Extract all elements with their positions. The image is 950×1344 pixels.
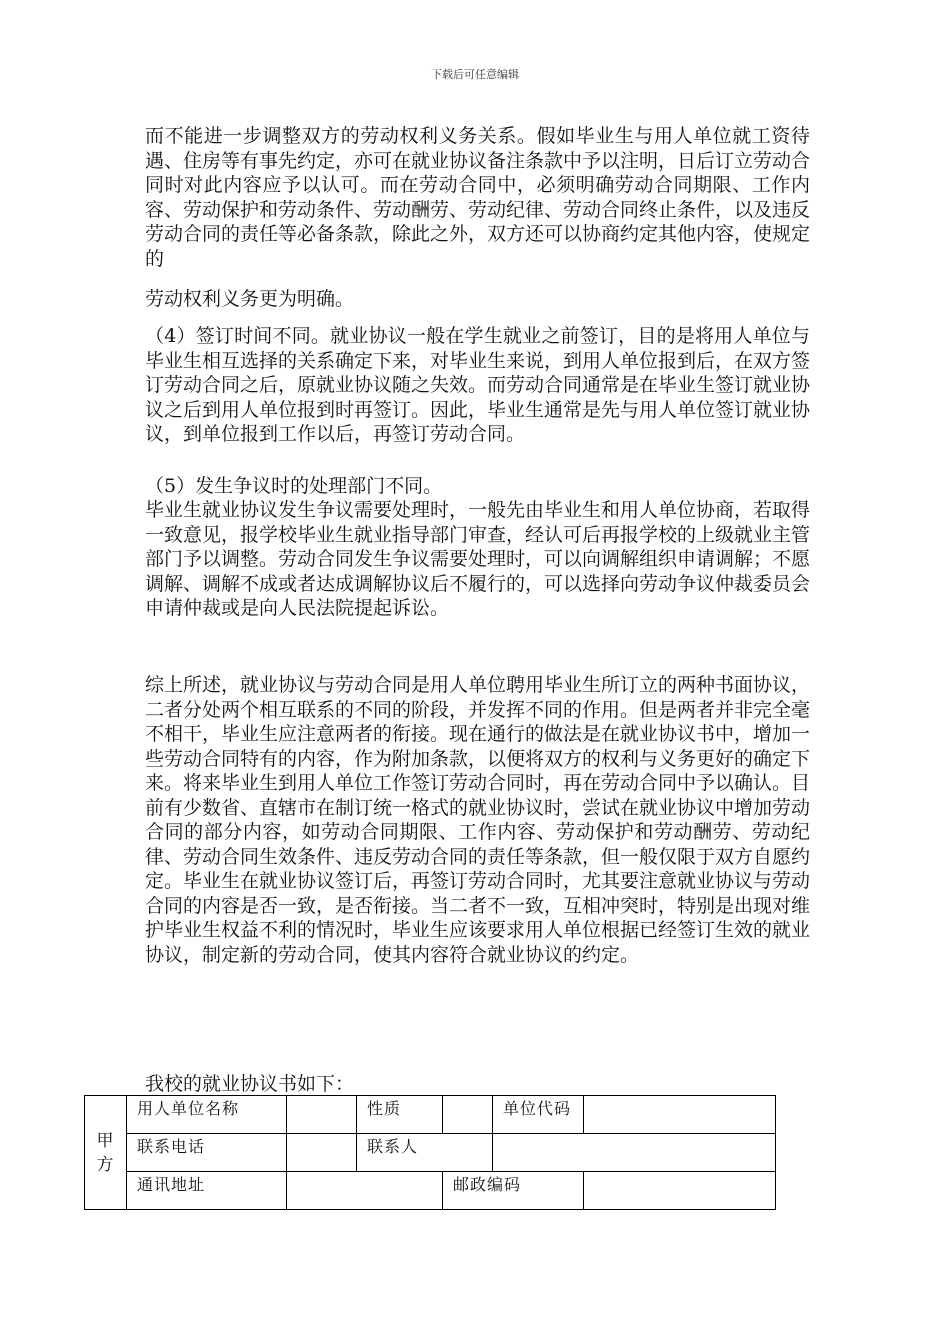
table-row: [85, 1096, 776, 1134]
phone-label: 联系电话: [127, 1134, 287, 1172]
nature-label: 性质: [357, 1096, 443, 1134]
agreement-table: [84, 1095, 776, 1210]
unit-name-value[interactable]: [287, 1096, 357, 1134]
table-row: [85, 1134, 776, 1172]
nature-value[interactable]: [443, 1096, 493, 1134]
unit-code-label: 单位代码: [493, 1096, 584, 1134]
address-value[interactable]: [287, 1172, 443, 1210]
unit-code-value[interactable]: [584, 1096, 776, 1134]
body-paragraph-5: 毕业生就业协议发生争议需要处理时，一般先由毕业生和用人单位协商，若取得一致意见，报学校毕业生就业指导部门审查，经认可后再报学校的上级就业主管部门予以调整。劳动合同发生争议需要处理时，可以向调解组织申请调解；不愿调解、调解不成或者达成调解协议后不履行的，可以选择向劳动争议仲裁委员会申请仲裁或是向人民法院提起诉讼。: [145, 499, 811, 619]
body-paragraph-2: 劳动权利义务更为明确。: [145, 288, 355, 310]
body-paragraph-6: 综上所述，就业协议与劳动合同是用人单位聘用毕业生所订立的两种书面协议，二者分处两个相互联系的不同的阶段，并发挥不同的作用。但是两者并非完全毫不相干，毕业生应注意两者的衔接。现在通行的做法是在就业协议书中，增加一些劳动合同特有的内容，作为附加条款，以便将双方的权利与义务更好的确定下来。将来毕业生到用人单位工作签订劳动合同时，再在劳动合同中予以确认。目前有少数省、直辖市在制订统一格式的就业协议时，尝试在就业协议中增加劳动合同的部分内容，如劳动合同期限、工作内容、劳动保护和劳动酬劳、劳动纪律、劳动合同生效条件、违反劳动合同的责任等条款，但一般仅限于双方自愿约定。毕业生在就业协议签订后，再签订劳动合同时，尤其要注意就业协议与劳动合同的内容是否一致，是否衔接。当二者不一致，互相冲突时，特别是出现对维护毕业生权益不利的情况时，毕业生应该要求用人单位根据已经签订生效的就业协议，制定新的劳动合同，使其内容符合就业协议的约定。: [145, 674, 811, 966]
table-intro: 我校的就业协议书如下：: [145, 1073, 355, 1095]
body-paragraph-1: 而不能进一步调整双方的劳动权利义务关系。假如毕业生与用人单位就工资待遇、住房等有事先约定，亦可在就业协议备注条款中予以注明，日后订立劳动合同时对此内容应予以认可。而在劳动合同中，必须明确劳动合同期限、工作内容、劳动保护和劳动条件、劳动酬劳、劳动纪律、劳动合同终止条件，以及违反劳动合同的责任等必备条款，除此之外，双方还可以协商约定其他内容，使规定的: [145, 125, 811, 270]
unit-name-label: 用人单位名称: [127, 1096, 287, 1134]
body-paragraph-4: （5）发生争议时的处理部门不同。: [145, 475, 443, 497]
contact-label: 联系人: [357, 1134, 493, 1172]
postcode-value[interactable]: [584, 1172, 776, 1210]
party-a-label: 甲 方: [85, 1096, 127, 1210]
body-paragraph-3: （4）签订时间不同。就业协议一般在学生就业之前签订，目的是将用人单位与毕业生相互选择的关系确定下来，对毕业生来说，到用人单位报到后，在双方签订劳动合同之后，原就业协议随之失效。而劳动合同通常是在毕业生签订就业协议之后到用人单位报到时再签订。因此，毕业生通常是先与用人单位签订就业协议，到单位报到工作以后，再签订劳动合同。: [145, 325, 811, 445]
phone-value[interactable]: [287, 1134, 357, 1172]
address-label: 通讯地址: [127, 1172, 287, 1210]
table-row: [85, 1172, 776, 1210]
contact-value[interactable]: [493, 1134, 776, 1172]
postcode-label: 邮政编码: [443, 1172, 584, 1210]
page-header-note: 下载后可任意编辑: [431, 68, 519, 81]
